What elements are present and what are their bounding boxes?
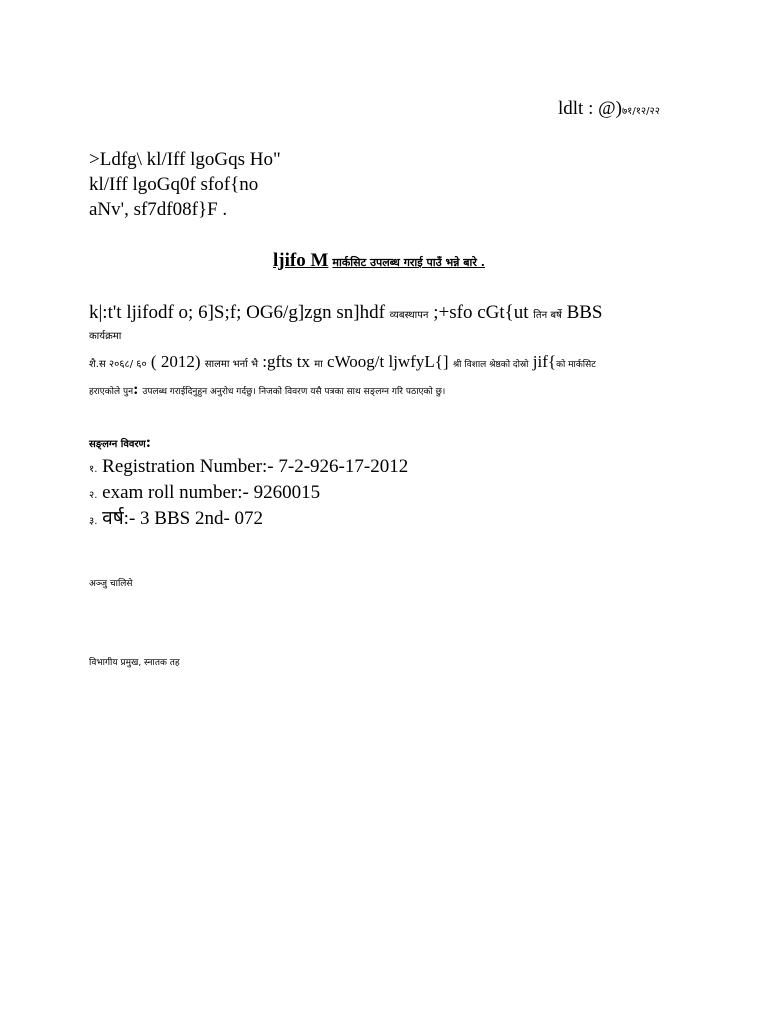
body-text: सालमा भर्ना भै [204,359,259,370]
signature-title: विभागीय प्रमुख, स्नातक तह [89,658,180,668]
body-line-3 [89,353,596,370]
list-item-text: वर्ष:- 3 BBS 2nd- 072 [102,508,264,529]
body-text: ( 2012) [150,352,201,371]
closing-name: अञ्जु चालिसे [89,579,133,589]
subject-text: मार्कसिट उपलब्ध गराई पाउँ भन्ने बारे . [332,256,485,269]
list-item-number: ३. [89,516,98,527]
body-line-1 [89,303,602,322]
body-text: तिन बर्षे [533,310,562,321]
body-text: BBS [566,302,603,323]
body-text: मा [314,359,323,370]
body-line-2: कार्यक्रमा [89,331,122,342]
body-text: को मार्कसिट [556,360,596,370]
date-value: ७१/१२/२२ [621,106,660,117]
body-text: k|:t't ljifodf o; 6]S;f; OG6/g]zgn sn]hdf [89,302,385,323]
body-text: jif{ [532,352,557,371]
address-line-2: kl/Iff lgoGq0f sfof{no [89,174,259,195]
body-text: व्यबस्थापन [389,310,429,321]
address-line-1: >Ldfg\ kl/Iff lgoGqs Ho" [89,149,281,170]
body-text: :gfts tx [262,352,310,371]
list-item [89,509,263,528]
body-text: cWoog/t ljwfyL{] [327,352,449,371]
body-text: हराएकोले पुन [89,387,134,397]
body-text: : [133,381,139,398]
subject-label: ljifo M [273,250,329,271]
list-item-text: Registration Number:- 7-2-926-17-2012 [102,456,409,477]
list-item-number: १. [89,464,98,475]
list-item-text: exam roll number:- 9260015 [102,482,321,503]
date-line [558,99,660,118]
attachment-colon: : [145,434,152,451]
subject-line [273,251,485,270]
date-prefix: ldlt : @) [558,98,622,119]
body-text: उपलब्ध गराईदिनुहुन अनुरोध गर्दछु। निजको विवरण यसै पत्रका साथ सङ्लग्न गरि पठाएको छु। [142,387,446,397]
list-item [89,457,408,476]
list-item-number: २. [89,490,98,501]
attachment-heading [89,435,151,451]
list-item [89,483,320,502]
attachment-label: सङ्लग्न विवरण [89,439,146,450]
address-line-3: aNv', sf7df08f}F . [89,199,228,220]
body-text: ;+sfo cGt{ut [433,302,529,323]
body-line-4 [89,382,445,398]
body-text: शै.स २०६८/ ६० [89,359,147,370]
body-text: श्री विशाल श्रेष्ठको दोस्रो [452,360,529,370]
